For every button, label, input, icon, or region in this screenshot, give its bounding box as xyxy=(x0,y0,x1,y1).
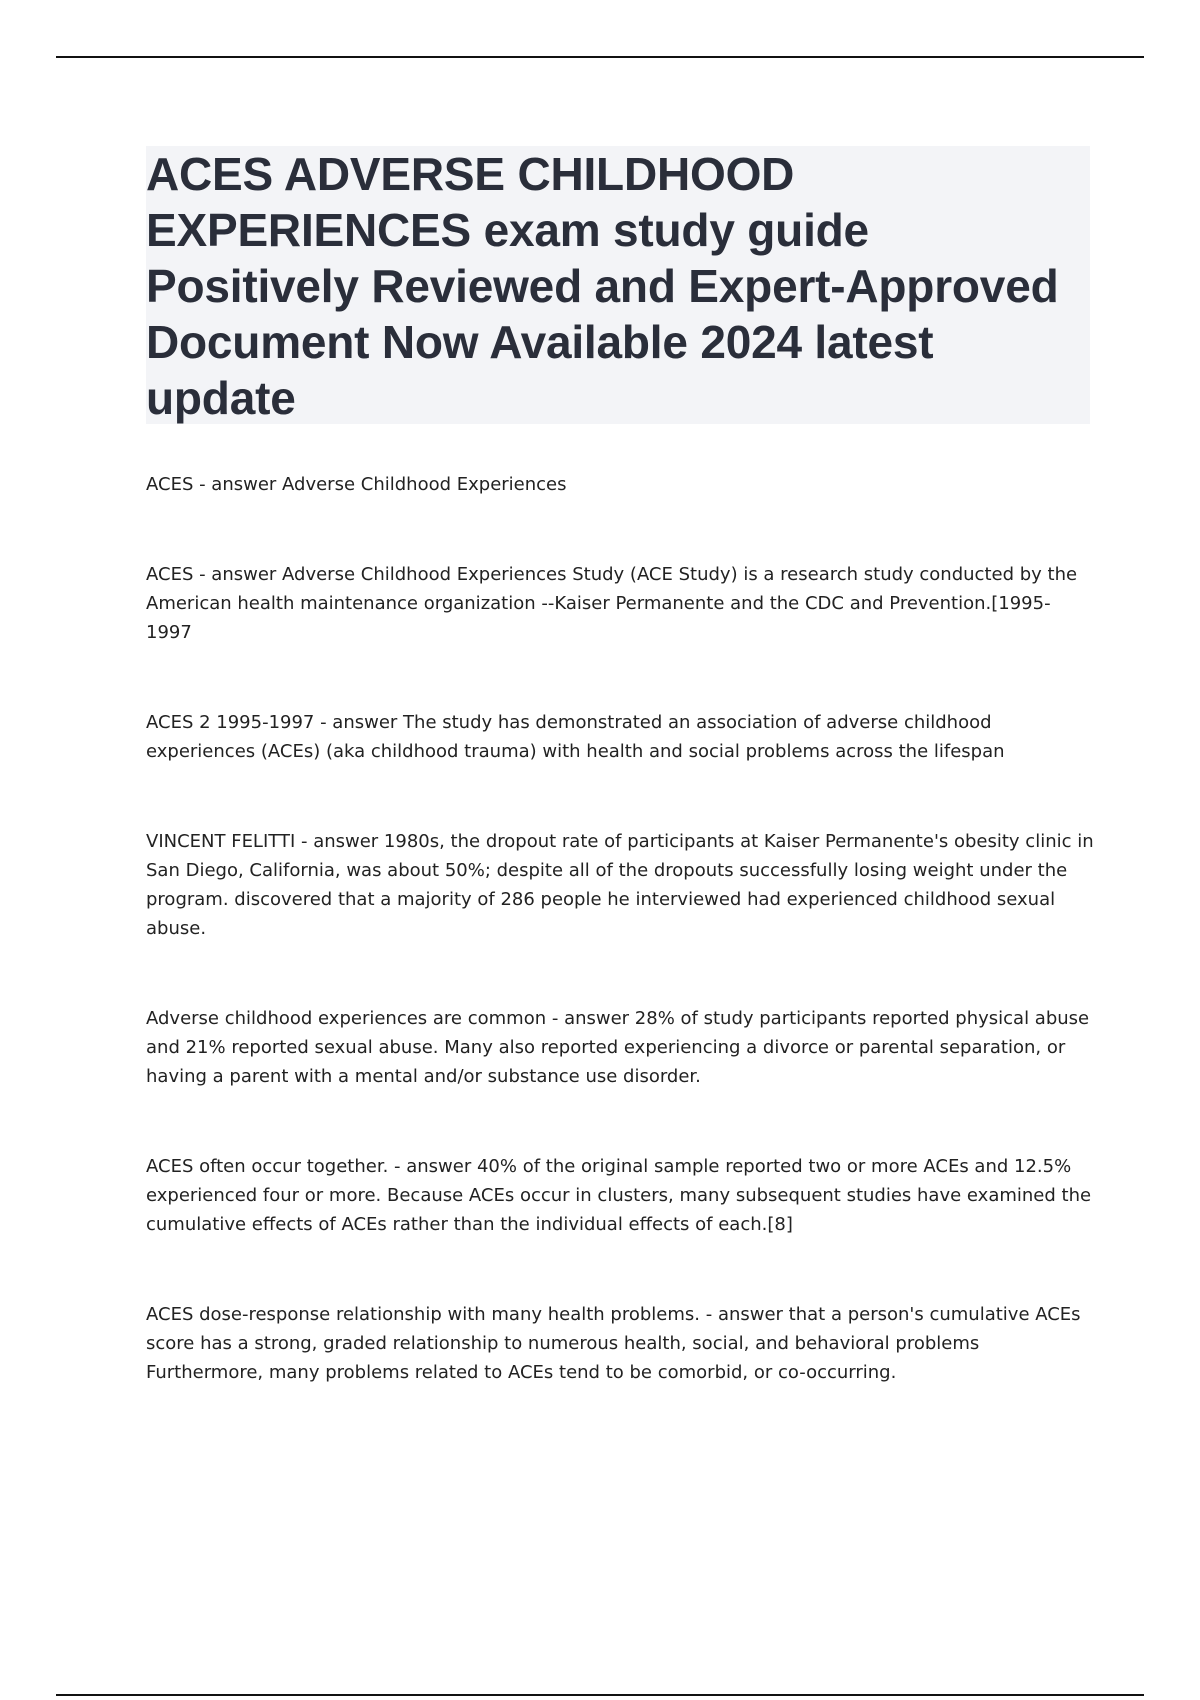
bottom-rule xyxy=(56,1694,1144,1696)
qa-list xyxy=(146,470,1096,1387)
qa-item: ACES 2 1995-1997 - answer The study has demonstrated an association of adverse childhood experiences (ACEs) (aka childhood trauma) with health and social problems across the lifespan xyxy=(146,712,1005,762)
top-rule xyxy=(56,56,1144,58)
qa-item: ACES dose-response relationship with many health problems. - answer that a person's cumulative ACEs score has a strong, graded relationship to numerous health, social, and behavioral problems Furthermore, many problems related to ACEs tend to be comorbid, or co-occurring. xyxy=(146,1304,1081,1383)
qa-item: ACES - answer Adverse Childhood Experiences Study (ACE Study) is a research study conducted by the American health maintenance organization --Kaiser Permanente and the CDC and Prevention.[1995-1997 xyxy=(146,564,1078,643)
qa-item: VINCENT FELITTI - answer 1980s, the dropout rate of participants at Kaiser Permanente's obesity clinic in San Diego, California, was about 50%; despite all of the dropouts successfully losing weight under the program. discovered that a majority of 286 people he interviewed had experienced childhood sexual abuse. xyxy=(146,831,1094,939)
qa-item: ACES - answer Adverse Childhood Experiences xyxy=(146,474,567,495)
title-block xyxy=(146,146,1090,424)
document-title: ACES ADVERSE CHILDHOOD EXPERIENCES exam study guide Positively Reviewed and Expert-Approved Document Now Available 2024 latest update xyxy=(146,148,1059,424)
qa-item: Adverse childhood experiences are common - answer 28% of study participants reported physical abuse and 21% reported sexual abuse. Many also reported experiencing a divorce or parental separation, or having a parent with a mental and/or substance use disorder. xyxy=(146,1008,1090,1087)
qa-item: ACES often occur together. - answer 40% of the original sample reported two or more ACEs and 12.5% experienced four or more. Because ACEs occur in clusters, many subsequent studies have examined the cumulative effects of ACEs rather than the individual effects of each.[8] xyxy=(146,1156,1092,1235)
